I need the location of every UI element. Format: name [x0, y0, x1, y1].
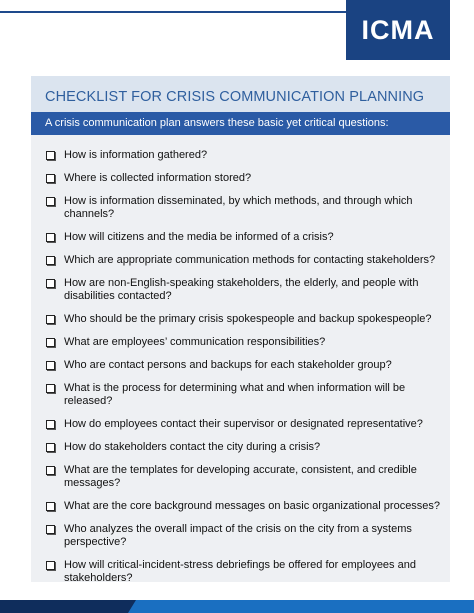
checklist-item — [45, 418, 441, 431]
checklist-item-text: How will citizens and the media be informed of a crisis? — [64, 231, 334, 243]
checkbox-icon — [46, 315, 55, 324]
checklist-item — [45, 313, 441, 326]
checklist-item — [45, 359, 441, 372]
checklist-item-text: Where is collected information stored? — [64, 172, 252, 184]
checklist-item-text: Who analyzes the overall impact of the crisis on the city from a systems perspective? — [64, 523, 412, 548]
checklist-item — [45, 195, 441, 221]
checklist-item-text: How is information disseminated, by which methods, and through which channels? — [64, 195, 413, 220]
checklist-item-text: What are the templates for developing accurate, consistent, and credible messages? — [64, 464, 417, 489]
checklist-item — [45, 441, 441, 454]
checklist-item — [45, 500, 441, 513]
checkbox-icon — [46, 151, 55, 160]
checklist-panel — [31, 76, 450, 582]
checkbox-icon — [46, 174, 55, 183]
checklist-items — [45, 149, 441, 595]
checklist-item-text: How will critical-incident-stress debriefings be offered for employees and stakeholders? — [64, 559, 416, 584]
title-band — [31, 76, 450, 112]
checkbox-icon — [46, 466, 55, 475]
checkbox-icon — [46, 197, 55, 206]
checklist-item-text: What are employees’ communication responsibilities? — [64, 336, 326, 348]
footer-stripe-accent — [128, 600, 474, 613]
checklist-title: CHECKLIST FOR CRISIS COMMUNICATION PLANNING — [45, 89, 425, 105]
checklist-item-text: Who are contact persons and backups for each stakeholder group? — [64, 359, 392, 371]
checkbox-icon — [46, 443, 55, 452]
checkbox-icon — [46, 420, 55, 429]
checklist-item — [45, 523, 441, 549]
checklist-item-text: Which are appropriate communication methods for contacting stakeholders? — [64, 254, 436, 266]
checkbox-icon — [46, 561, 55, 570]
checklist-item-text: How is information gathered? — [64, 149, 208, 161]
checklist-subtitle: A crisis communication plan answers these basic yet critical questions: — [45, 117, 389, 129]
checklist-item-text: What are the core background messages on basic organizational processes? — [64, 500, 441, 512]
checklist-item — [45, 336, 441, 349]
checklist-item-text: How do employees contact their supervisor or designated representative? — [64, 418, 423, 430]
header-rule — [0, 11, 346, 13]
checklist-item — [45, 172, 441, 185]
subtitle-band — [31, 112, 450, 135]
logo-text: ICMA — [361, 14, 435, 45]
checkbox-icon — [46, 279, 55, 288]
checklist-item — [45, 231, 441, 244]
icma-logo — [346, 0, 450, 60]
checklist-item-text: How do stakeholders contact the city during a crisis? — [64, 441, 321, 453]
checklist-item — [45, 277, 441, 303]
checkbox-icon — [46, 361, 55, 370]
checklist-item-text: What is the process for determining what and when information will be released? — [64, 382, 406, 407]
checkbox-icon — [46, 338, 55, 347]
checkbox-icon — [46, 256, 55, 265]
checkbox-icon — [46, 233, 55, 242]
checklist-item-text: Who should be the primary crisis spokespeople and backup spokespeople? — [64, 313, 432, 325]
checkbox-icon — [46, 525, 55, 534]
checklist-item — [45, 559, 441, 585]
checklist-item — [45, 464, 441, 490]
checklist-item-text: How are non-English-speaking stakeholders, the elderly, and people with disabilities contacted? — [64, 277, 419, 302]
checkbox-icon — [46, 502, 55, 511]
checkbox-icon — [46, 384, 55, 393]
checklist-item — [45, 254, 441, 267]
checklist-item — [45, 149, 441, 162]
checklist-item — [45, 382, 441, 408]
